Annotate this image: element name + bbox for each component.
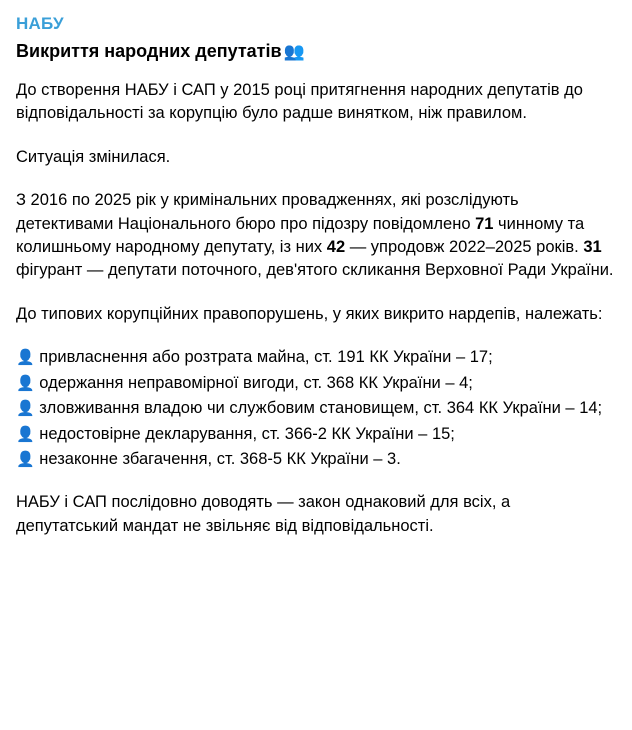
stats-part-4: фігурант — депутати поточного, дев'ятого скликання Верховної Ради України. (16, 261, 614, 280)
paragraph-situation: Ситуація змінилася. (16, 147, 171, 166)
stat-number-71: 71 (475, 214, 494, 233)
paragraph-statistics (16, 189, 616, 283)
stats-part-3: — упродовж 2022–2025 років. (345, 238, 584, 256)
list-item-label: незаконне збагачення, ст. 368-5 КК України – 3. (39, 449, 401, 468)
stats-part-2: чинному та колишньому народному депутату, із них (16, 214, 585, 256)
person-icon: 👤 (16, 400, 35, 418)
post-headline-text: Викриття народних депутатів (16, 41, 282, 62)
list-item (16, 372, 616, 395)
list-item-label: привласнення або розтрата майна, ст. 191 КК України – 17; (39, 348, 493, 367)
person-icon: 👤 (16, 374, 35, 392)
stat-number-31: 31 (583, 238, 602, 256)
stats-part-1: З 2016 по 2025 рік у кримінальних провадженнях, які розслідують детективами Національного бюро про підозру повідомлено (16, 191, 519, 233)
paragraph-list-intro: До типових корупційних правопорушень, у яких викрито нардепів, належать: (16, 304, 603, 323)
channel-name[interactable]: НАБУ (16, 14, 64, 33)
paragraph-closing: НАБУ і САП послідовно доводять — закон однаковий для всіх, а депутатський мандат не звільняє від відповідальності. (16, 493, 511, 535)
people-emoji-icon: 👥 (283, 42, 305, 62)
post-headline (16, 40, 616, 63)
list-item-label: недостовірне декларування, ст. 366-2 КК України – 15; (39, 424, 455, 443)
list-item (16, 423, 616, 446)
list-item (16, 448, 616, 471)
stat-number-42: 42 (326, 238, 346, 256)
person-icon: 👤 (16, 425, 35, 443)
person-icon: 👤 (16, 349, 35, 367)
paragraph-intro: До створення НАБУ і САП у 2015 році притягнення народних депутатів до відповідальності за корупцію було радше винятком, ніж правилом. (16, 80, 583, 123)
list-item-label: одержання неправомірної вигоди, ст. 368 КК України – 4; (39, 373, 473, 392)
list-item (16, 397, 616, 420)
list-item-label: зловживання владою чи службовим становищем, ст. 364 КК України – 14; (39, 399, 603, 418)
violations-list (16, 346, 616, 471)
person-icon: 👤 (16, 450, 35, 468)
list-item (16, 346, 616, 369)
